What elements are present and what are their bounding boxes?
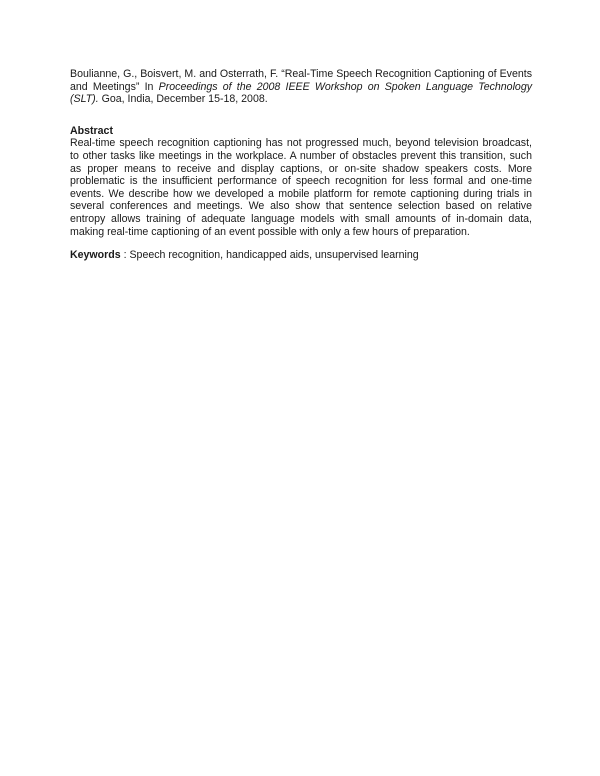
keywords-text: Speech recognition, handicapped aids, unsupervised learning: [129, 249, 419, 262]
document-content: [70, 68, 532, 262]
citation-location-date: Goa, India, December 15-18, 2008.: [98, 93, 268, 106]
abstract-body: Real-time speech recognition captioning has not progressed much, beyond television broadcast, to other tasks like meetings in the workplace. A number of obstacles prevent this transition, such as proper means to receive and display captions, or on-site shadow speakers costs. More problematic is the insufficient performance of speech recognition for less formal and one-time events. We describe how we developed a mobile platform for remote captioning during trials in several conferences and meetings. We also show that sentence selection based on relative entropy allows training of adequate language models with small amounts of in-domain data, making real-time captioning of an event possible with only a few hours of preparation.: [70, 137, 532, 238]
abstract-heading: Abstract: [70, 124, 113, 137]
citation: [70, 68, 532, 106]
citation-venue: Proceedings of the 2008 IEEE Workshop on Spoken Language Technology (SLT).: [70, 80, 533, 106]
keywords-label: Keywords: [70, 249, 121, 262]
keywords-separator: :: [120, 249, 130, 262]
citation-authors-title: Boulianne, G., Boisvert, M. and Osterrath, F. “Real-Time Speech Recognition Captioning of Events and Meetings” In: [70, 68, 532, 93]
keywords: [70, 249, 532, 262]
